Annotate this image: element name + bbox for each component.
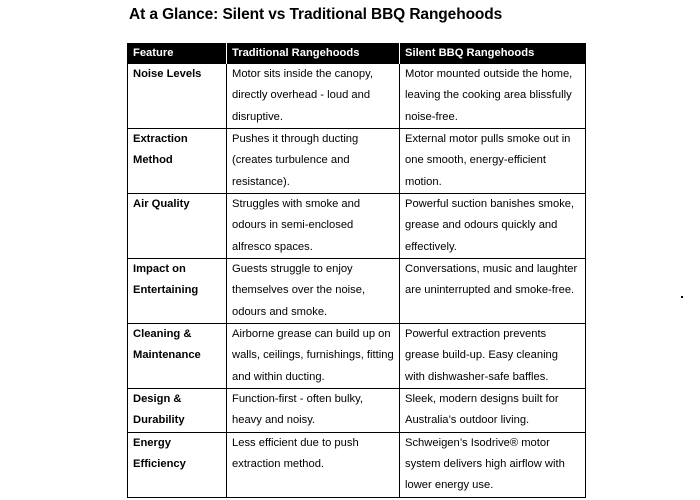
feature-cell: Cleaning & Maintenance (128, 324, 227, 389)
table-row (128, 432, 586, 497)
page-title: At a Glance: Silent vs Traditional BBQ Rangehoods (129, 6, 503, 23)
silent-cell: Schweigen’s Isodrive® motor system delivers high airflow with lower energy use. (400, 432, 586, 497)
silent-cell: Powerful extraction prevents grease build-up. Easy cleaning with dishwasher-safe baffles. (400, 324, 586, 389)
table-row (128, 324, 586, 389)
feature-cell: Noise Levels (128, 64, 227, 129)
traditional-cell: Pushes it through ducting (creates turbulence and resistance). (227, 129, 400, 194)
traditional-cell: Motor sits inside the canopy, directly overhead - loud and disruptive. (227, 64, 400, 129)
feature-cell: Impact on Entertaining (128, 259, 227, 324)
header-traditional: Traditional Rangehoods (227, 43, 400, 64)
traditional-cell: Airborne grease can build up on walls, ceilings, furnishings, fitting and within ducting. (227, 324, 400, 389)
silent-cell: Motor mounted outside the home, leaving the cooking area blissfully noise-free. (400, 64, 586, 129)
silent-cell: Powerful suction banishes smoke, grease and odours quickly and effectively. (400, 194, 586, 259)
header-silent: Silent BBQ Rangehoods (400, 43, 586, 64)
table-row (128, 194, 586, 259)
feature-cell: Extraction Method (128, 129, 227, 194)
silent-cell: External motor pulls smoke out in one smooth, energy-efficient motion. (400, 129, 586, 194)
table-row (128, 64, 586, 129)
traditional-cell: Function-first - often bulky, heavy and noisy. (227, 389, 400, 433)
silent-cell: Conversations, music and laughter are uninterrupted and smoke-free. (400, 259, 586, 324)
traditional-cell: Less efficient due to push extraction method. (227, 432, 400, 497)
traditional-cell: Struggles with smoke and odours in semi-enclosed alfresco spaces. (227, 194, 400, 259)
table-row (128, 129, 586, 194)
header-feature: Feature (128, 43, 227, 64)
comparison-table (127, 43, 586, 498)
table-row (128, 259, 586, 324)
silent-cell: Sleek, modern designs built for Australia’s outdoor living. (400, 389, 586, 433)
feature-cell: Air Quality (128, 194, 227, 259)
traditional-cell: Guests struggle to enjoy themselves over the noise, odours and smoke. (227, 259, 400, 324)
table-row (128, 389, 586, 433)
feature-cell: Design & Durability (128, 389, 227, 433)
feature-cell: Energy Efficiency (128, 432, 227, 497)
table-header-row (128, 43, 586, 64)
stray-dot-mark (681, 296, 683, 298)
